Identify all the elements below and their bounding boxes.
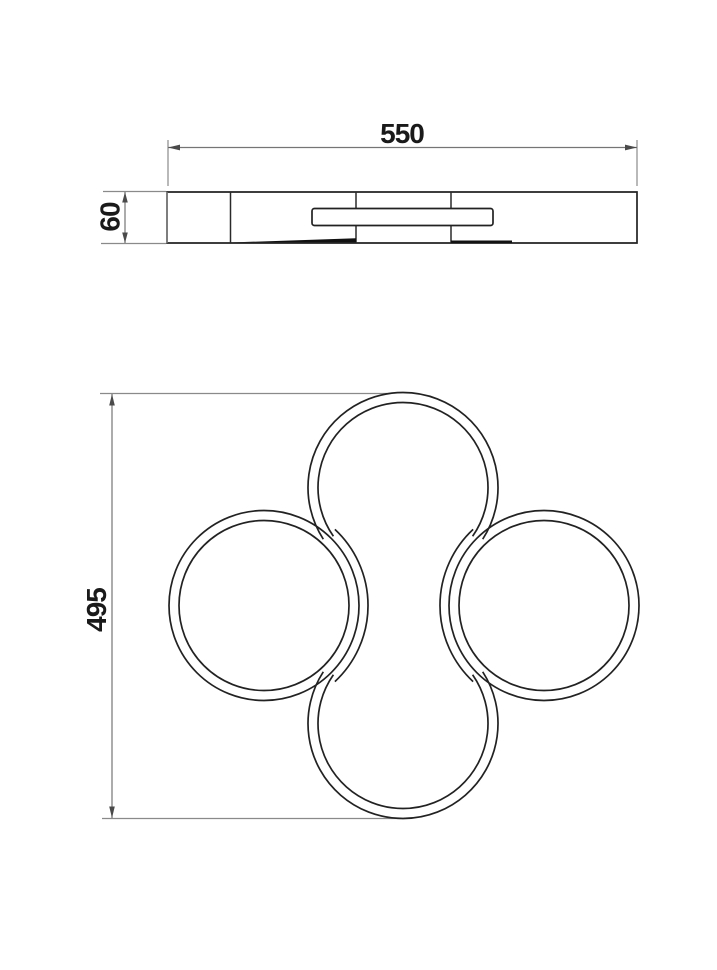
- dim-495: [81, 394, 401, 819]
- arrowhead-down-icon: [122, 233, 128, 244]
- arrowhead-down-icon: [109, 807, 115, 819]
- arrowhead-up-icon: [109, 394, 115, 406]
- ring-top-outer: [308, 392, 498, 539]
- ring-right-inner: [459, 521, 629, 691]
- dim-60: [95, 192, 167, 244]
- ring-left-inner: [179, 521, 349, 691]
- lamp-body-profile: [167, 192, 637, 243]
- ring-right: [449, 511, 639, 701]
- arrowhead-left-icon: [168, 145, 180, 151]
- fillet-left: [335, 529, 368, 681]
- ring-left: [169, 511, 359, 701]
- dim-550: [168, 118, 637, 186]
- ring-top: [308, 392, 498, 539]
- ring-left-outer: [169, 511, 359, 701]
- front-view: [81, 392, 639, 818]
- mounting-bar: [312, 209, 493, 226]
- ring-bottom-outer: [308, 672, 498, 819]
- dim-60-label: 60: [94, 202, 126, 232]
- weld-fillets: [335, 529, 473, 681]
- dim-550-label: 550: [380, 118, 424, 149]
- ring-right-outer: [449, 511, 639, 701]
- ring-bottom: [308, 672, 498, 819]
- ring-top-inner: [318, 403, 488, 537]
- ring-bottom-inner: [318, 675, 488, 809]
- side-view: [95, 118, 638, 244]
- dim-495-label: 495: [81, 588, 112, 632]
- arrowhead-up-icon: [122, 192, 128, 203]
- fillet-right: [440, 529, 473, 681]
- arrowhead-right-icon: [625, 145, 637, 151]
